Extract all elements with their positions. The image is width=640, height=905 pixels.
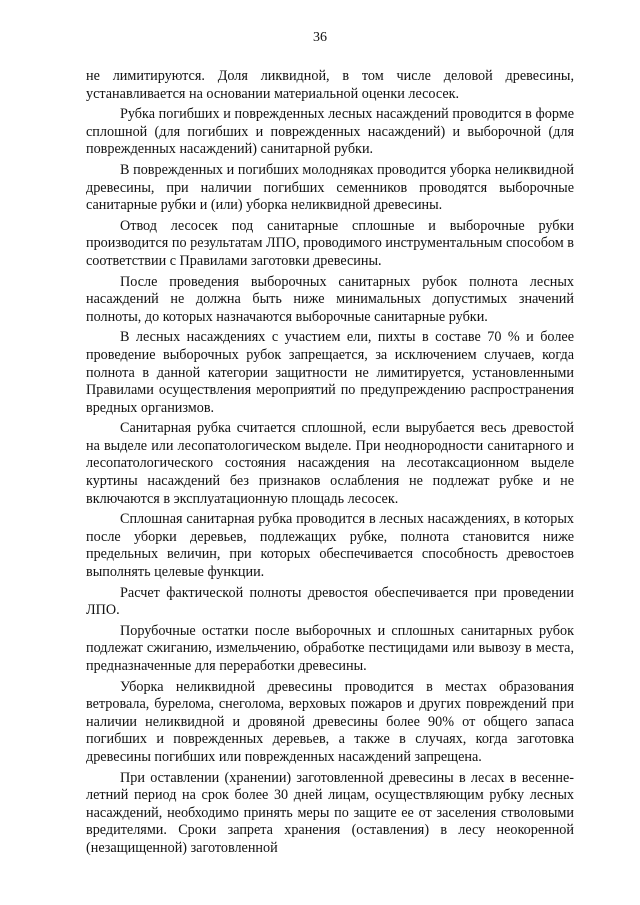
paragraph: При оставлении (хранении) заготовленной древесины в лесах в весенне-летний период на срок более 30 дней лицам, осуществляющим рубку лесных насаждений, необходимо принять меры по защите ее от заселения стволовыми вредителями. Сроки запрета хранения (оставления) в лесу неокоренной (незащищенной) заготовленной (86, 769, 574, 856)
page-number: 36 (313, 30, 327, 45)
paragraph: не лимитируются. Доля ликвидной, в том числе деловой древесины, устанавливается на основании материальной оценки лесосек. (86, 68, 574, 102)
paragraph: Отвод лесосек под санитарные сплошные и выборочные рубки производится по результатам ЛПО, проводимого инструментальным способом в соответствии с Правилами заготовки древесины. (86, 217, 574, 269)
paragraph: В лесных насаждениях с участием ели, пихты в составе 70 % и более проведение выборочных рубок запрещается, за исключением случаев, когда полнота в данной категории защитности не лимитируется, установленными Правилами осуществления мероприятий по предупреждению распространения вредных организмов. (86, 329, 574, 416)
paragraph: Уборка неликвидной древесины проводится в местах образования ветровала, бурелома, снеголома, верховых пожаров и других повреждений при наличии неликвидной и дровяной древесины более 90% от общего запаса погибших и поврежденных деревьев, а также в случаях, когда заготовка древесины погибших или поврежденных насаждений запрещена. (86, 678, 574, 765)
paragraph: В поврежденных и погибших молодняках проводится уборка неликвидной древесины, при наличии погибших семенников проводятся выборочные санитарные рубки и (или) уборка неликвидной древесины. (86, 161, 574, 214)
paragraph: Расчет фактической полноты древостоя обеспечивается при проведении ЛПО. (86, 584, 574, 619)
paragraph: После проведения выборочных санитарных рубок полнота лесных насаждений не должна быть ниже минимальных допустимых значений полноты, до которых назначаются выборочные санитарные рубки. (86, 273, 574, 325)
paragraph: Рубка погибших и поврежденных лесных насаждений проводится в форме сплошной (для погибших и поврежденных насаждений) и выборочной (для поврежденных насаждений) санитарной рубки. (86, 106, 574, 158)
document-body (86, 68, 574, 858)
paragraph: Порубочные остатки после выборочных и сплошных санитарных рубок подлежат сжиганию, измельчению, обработке пестицидами или вывозу в места, предназначенные для переработки древесины. (86, 622, 574, 674)
paragraph: Санитарная рубка считается сплошной, если вырубается весь древостой на выделе или лесопатологическом выделе. При неоднородности санитарного и лесопатологического состояния насаждения на лесотаксационном выделе куртины насаждений без признаков ослабления не подлежат рубке и не включаются в эксплуатационную площадь лесосек. (86, 420, 574, 507)
paragraph: Сплошная санитарная рубка проводится в лесных насаждениях, в которых после уборки деревьев, подлежащих рубке, полнота становится ниже предельных величин, при которых обеспечивается способность древостоев выполнять целевые функции. (86, 511, 574, 581)
